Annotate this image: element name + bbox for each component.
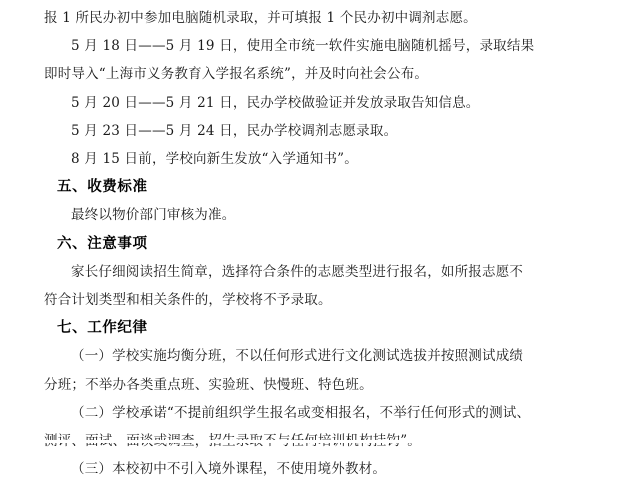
paragraph-line: 5 月 20 日——5 月 21 日，民办学校做验证并发放录取告知信息。 (71, 94, 480, 111)
paragraph-line: （三）本校初中不引入境外课程，不使用境外教材。 (71, 461, 387, 478)
paragraph-line: 即时导入“上海市义务教育入学报名系统”，并及时向社会公布。 (44, 66, 429, 83)
section-heading: 七、工作纪律 (57, 319, 148, 337)
paragraph-line: （二）学校承诺“不提前组织学生报名或变相报名，不举行任何形式的测试、 (71, 404, 531, 421)
section-heading: 六、注意事项 (57, 234, 148, 252)
section-heading: 五、收费标准 (57, 178, 148, 196)
paragraph-line: 5 月 18 日——5 月 19 日，使用全市统一软件实施电脑随机摇号，录取结果 (71, 38, 535, 55)
document-body (44, 4, 596, 483)
paragraph-line: 最终以物价部门审核为准。 (71, 207, 236, 224)
paragraph-line: 分班；不举办各类重点班、实验班、快慢班、特色班。 (44, 376, 373, 393)
paragraph-line: 符合计划类型和相关条件的，学校将不予录取。 (44, 292, 332, 309)
paragraph-line: 报 1 所民办初中参加电脑随机录取，并可填报 1 个民办初中调剂志愿。 (44, 10, 477, 26)
paragraph-line: 家长仔细阅读招生简章，选择符合条件的志愿类型进行报名，如所报志愿不 (71, 263, 524, 280)
paragraph-line: 8 月 15 日前，学校向新生发放“入学通知书”。 (71, 151, 358, 168)
paragraph-line: （一）学校实施均衡分班，不以任何形式进行文化测试选拔并按照测试成绩 (71, 348, 524, 365)
paragraph-line: 5 月 23 日——5 月 24 日，民办学校调剂志愿录取。 (71, 122, 398, 139)
